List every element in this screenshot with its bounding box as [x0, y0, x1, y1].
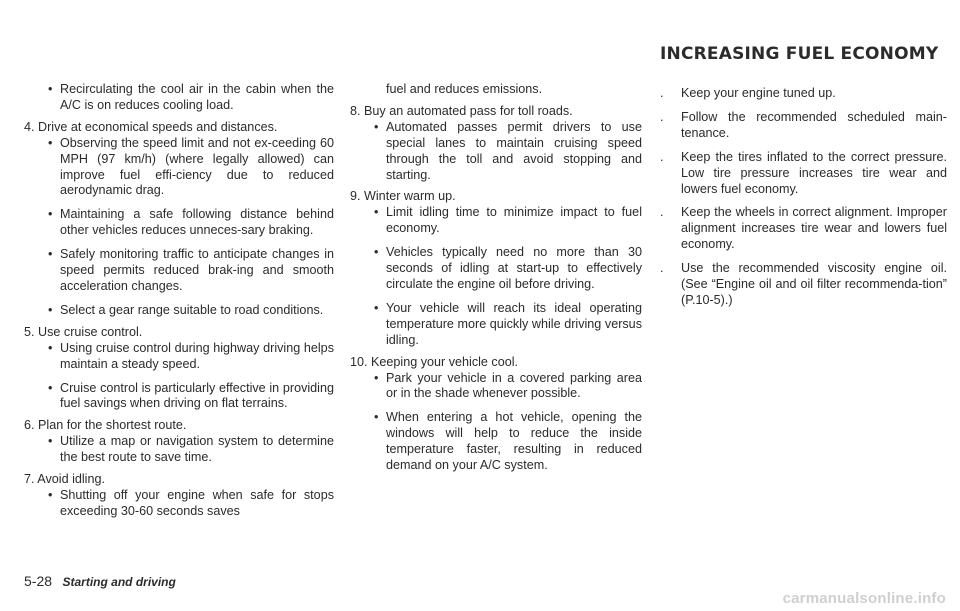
- column-right: [660, 86, 947, 317]
- bullet-item: [374, 301, 642, 349]
- bullet-dot-icon: •: [48, 207, 53, 222]
- bullet-dot-icon: •: [374, 300, 379, 315]
- fuel-tip: [660, 205, 947, 253]
- bullet-text: Limit idling time to minimize impact to fuel economy.: [386, 205, 642, 236]
- tip-item-7: [24, 472, 334, 520]
- bullet-dot-icon: .: [660, 261, 664, 276]
- tip-bullets: [48, 341, 334, 413]
- fuel-tip: [660, 261, 947, 309]
- bullet-dot-icon: .: [660, 149, 664, 164]
- fuel-tip: [660, 110, 947, 142]
- bullet-text: Recirculating the cool air in the cabin when the A/C is on reduces cooling load.: [60, 82, 334, 112]
- tip-title: 8. Buy an automated pass for toll roads.: [350, 103, 573, 118]
- fuel-tip: [660, 150, 947, 198]
- bullet-item: [374, 410, 642, 474]
- column-left: [24, 82, 334, 526]
- bullet-text: Utilize a map or navigation system to determine the best route to save time.: [60, 434, 334, 465]
- bullet-dot-icon: •: [48, 487, 53, 502]
- bullet-item: [48, 303, 334, 319]
- watermark-logo: carmanualsonline.info: [782, 590, 946, 607]
- bullet-item: [48, 136, 334, 200]
- bullet-dot-icon: •: [48, 82, 53, 96]
- tip-title: 7. Avoid idling.: [24, 472, 105, 487]
- bullet-text: Shutting off your engine when safe for stops exceeding 30-60 seconds saves: [60, 487, 334, 518]
- tip-item-10: [350, 355, 642, 474]
- bullet-text: Cruise control is particularly effective in providing fuel savings when driving on flat terrains.: [60, 380, 334, 411]
- bullet-dot-icon: •: [48, 247, 53, 262]
- tip-title: 9. Winter warm up.: [350, 189, 456, 204]
- bullet-item: [374, 120, 642, 184]
- bullet-dot-icon: •: [374, 119, 379, 134]
- bullet-item: [48, 82, 334, 114]
- bullet-item: [48, 488, 334, 520]
- bullet-text: Your vehicle will reach its ideal operating temperature more quickly while driving versus idling.: [386, 300, 642, 347]
- bullet-text: Park your vehicle in a covered parking area or in the shade whenever possible.: [386, 370, 642, 401]
- tip-title: 6. Plan for the shortest route.: [24, 418, 187, 433]
- bullet-text: Using cruise control during highway driving helps maintain a steady speed.: [60, 340, 334, 371]
- bullet-dot-icon: •: [48, 340, 53, 355]
- fuel-tip-text: Keep the tires inflated to the correct pressure. Low tire pressure increases tire wear and lowers fuel economy.: [681, 149, 947, 196]
- bullet-text: Automated passes permit drivers to use special lanes to maintain cruising speed through the toll and avoid stopping and starting.: [386, 119, 642, 182]
- fuel-tip-text: Keep the wheels in correct alignment. Improper alignment increases tire wear and lowers fuel economy.: [681, 205, 947, 252]
- lead-bullet-group: [48, 82, 334, 114]
- tip-bullets: [374, 371, 642, 474]
- fuel-tip-text: Follow the recommended scheduled main-tenance.: [681, 109, 947, 140]
- tip-bullets: [48, 434, 334, 466]
- fuel-tip: [660, 86, 947, 102]
- fuel-tip-text: Use the recommended viscosity engine oil. (See “Engine oil and oil filter recommenda-tion” (P.10-5).): [681, 261, 947, 307]
- section-heading: INCREASING FUEL ECONOMY: [660, 44, 939, 64]
- tip-bullets: [48, 488, 334, 520]
- bullet-dot-icon: .: [660, 86, 664, 100]
- section-name: Starting and driving: [62, 575, 176, 589]
- bullet-item: [48, 434, 334, 466]
- bullet-item: [374, 371, 642, 403]
- bullet-item: [374, 245, 642, 293]
- bullet-item: [48, 207, 334, 239]
- tip-bullets: [374, 205, 642, 348]
- bullet-text: Select a gear range suitable to road conditions.: [60, 302, 324, 317]
- page-footer: [24, 573, 176, 591]
- bullet-item: [48, 341, 334, 373]
- bullet-dot-icon: •: [374, 410, 379, 425]
- bullet-dot-icon: .: [660, 109, 664, 124]
- tip-item-4: [24, 120, 334, 319]
- tip-item-5: [24, 325, 334, 413]
- bullet-text: Vehicles typically need no more than 30 seconds of idling at start-up to effectively circulate the engine oil before driving.: [386, 245, 642, 291]
- bullet-dot-icon: •: [374, 370, 379, 385]
- tip-title: 10. Keeping your vehicle cool.: [350, 354, 519, 369]
- bullet-item: [48, 247, 334, 295]
- bullet-dot-icon: •: [374, 205, 379, 220]
- tip-title: 5. Use cruise control.: [24, 324, 143, 339]
- bullet-dot-icon: •: [48, 302, 53, 317]
- page-number: 5-28: [24, 573, 53, 589]
- tip-item-9: [350, 189, 642, 348]
- column-middle: [350, 82, 642, 480]
- bullet-dot-icon: •: [48, 135, 53, 150]
- bullet-item: [374, 205, 642, 237]
- tip-title: 4. Drive at economical speeds and distances.: [24, 119, 278, 134]
- tip-item-6: [24, 418, 334, 466]
- bullet-dot-icon: .: [660, 205, 664, 220]
- bullet-text: Observing the speed limit and not ex-ceeding 60 MPH (97 km/h) (where legally allowed) can improve fuel effi-ciency due to reduced aerodynamic drag.: [60, 135, 334, 198]
- tip-bullets: [48, 136, 334, 319]
- bullet-dot-icon: •: [374, 245, 379, 260]
- fuel-tip-text: Keep your engine tuned up.: [681, 86, 836, 100]
- bullet-dot-icon: •: [48, 434, 53, 449]
- bullet-item: [48, 381, 334, 413]
- bullet-text: Maintaining a safe following distance behind other vehicles reduces unneces-sary braking.: [60, 207, 334, 238]
- continued-text: fuel and reduces emissions.: [386, 82, 543, 96]
- tip-bullets: [374, 120, 642, 184]
- bullet-text: Safely monitoring traffic to anticipate changes in speed permits reduced brak-ing and smooth acceleration changes.: [60, 247, 334, 293]
- bullet-text: When entering a hot vehicle, opening the windows will help to reduce the inside temperature faster, resulting in reduced demand on your A/C system.: [386, 410, 642, 473]
- tip-item-8: [350, 104, 642, 184]
- bullet-dot-icon: •: [48, 380, 53, 395]
